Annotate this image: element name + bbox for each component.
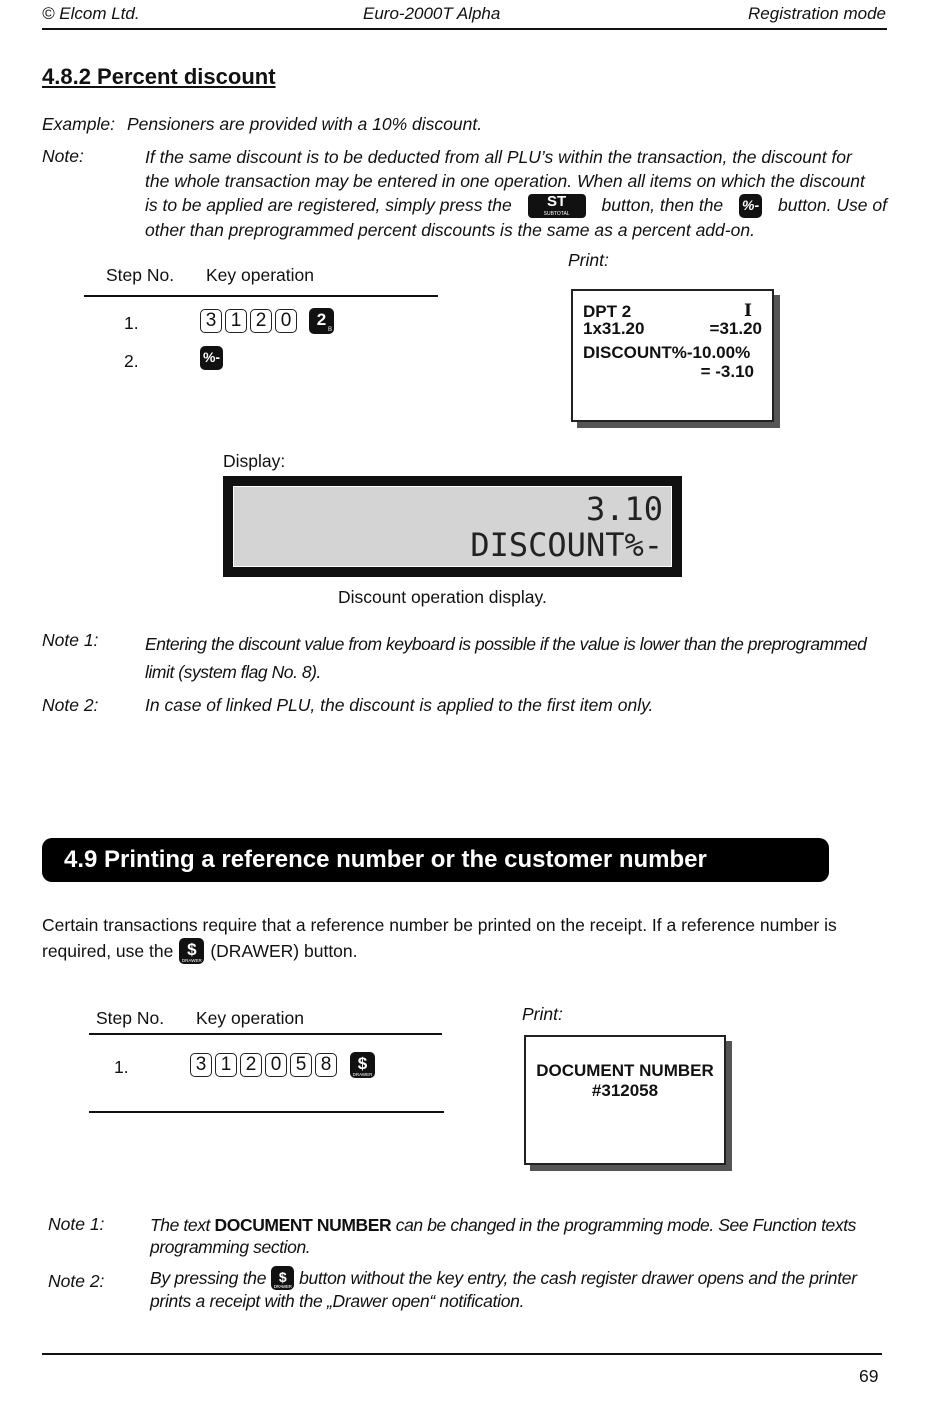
key-sequence xyxy=(190,1052,375,1078)
receipt-document-label: DOCUMENT NUMBER xyxy=(536,1061,714,1080)
step-no-header: Step No. xyxy=(96,1008,165,1028)
print-label: Print: xyxy=(568,250,609,270)
receipt-qty-price: 1x31.20 xyxy=(583,319,645,338)
note-bold-term: DOCUMENT NUMBER xyxy=(214,1215,392,1235)
note-text: can be changed in the programming mode. See Function texts xyxy=(391,1215,857,1235)
key-operation-header: Key operation xyxy=(196,1008,304,1028)
receipt-preview xyxy=(524,1035,726,1165)
display-label: Display: xyxy=(223,451,286,471)
key-sequence xyxy=(200,346,223,370)
note-line: If the same discount is to be deducted from all PLU’s within the transaction, the discount for xyxy=(145,147,852,167)
note-text: By pressing the xyxy=(150,1268,267,1288)
percent-minus-key-icon: %- xyxy=(200,346,223,370)
note-line: the whole transaction may be entered in one operation. When all items on which the discount xyxy=(145,170,865,191)
header-left: © Elcom Ltd. xyxy=(42,4,140,23)
drawer-key-icon xyxy=(350,1052,375,1078)
step-number: 2. xyxy=(124,351,139,371)
section-title: 4.8.2 Percent discount xyxy=(42,64,276,89)
table-rule xyxy=(89,1033,442,1035)
note1-line: programming section. xyxy=(150,1237,311,1257)
receipt-amount: =31.20 xyxy=(709,319,762,338)
receipt-line xyxy=(583,320,762,337)
example-text: Pensioners are provided with a 10% discount. xyxy=(127,114,483,134)
drawer-key-label: $ xyxy=(187,940,197,959)
lcd-display xyxy=(223,476,682,577)
key-digit: 1 xyxy=(215,1053,237,1077)
key-sequence xyxy=(200,308,334,334)
intro-line: Certain transactions require that a reference number be printed on the receipt. If a reference number is xyxy=(42,915,837,935)
step-no-header: Step No. xyxy=(106,265,175,285)
note2-text: In case of linked PLU, the discount is applied to the first item only. xyxy=(145,695,654,715)
display-caption: Discount operation display. xyxy=(338,587,547,607)
lcd-screen xyxy=(233,486,672,567)
receipt-document-number: #312058 xyxy=(591,1081,659,1100)
subtotal-key-sub: SUBTOTAL xyxy=(543,211,570,217)
department-key-label: 2 xyxy=(316,310,327,329)
step-number: 1. xyxy=(124,313,139,333)
key-digit: 8 xyxy=(315,1053,337,1077)
intro-line-key xyxy=(42,938,887,964)
note2-line xyxy=(150,1265,890,1291)
step-number: 1. xyxy=(114,1057,129,1077)
receipt-line xyxy=(583,303,762,320)
key-digit: 5 xyxy=(290,1053,312,1077)
subtotal-key-label: ST xyxy=(547,193,567,210)
note-line-keys xyxy=(145,193,887,219)
receipt-dept: DPT 2 xyxy=(583,302,632,321)
drawer-key-label: $ xyxy=(357,1054,368,1073)
receipt-operator: I xyxy=(744,301,752,321)
header-center: Euro-2000T Alpha xyxy=(363,4,501,23)
lcd-line-text: DISCOUNT%- xyxy=(470,526,663,564)
note2-label: Note 2: xyxy=(48,1271,105,1291)
note1-line xyxy=(150,1214,890,1236)
key-operation-header: Key operation xyxy=(206,265,314,285)
drawer-key-icon xyxy=(271,1266,294,1290)
note1-text xyxy=(145,630,890,686)
note2-label: Note 2: xyxy=(42,695,99,715)
key-digit: 3 xyxy=(200,309,222,333)
note1-text xyxy=(150,1214,890,1258)
note-text: is to be applied are registered, simply press the xyxy=(145,195,512,216)
intro-text: (DRAWER) button. xyxy=(210,941,358,961)
percent-minus-key-icon: %- xyxy=(739,194,762,218)
drawer-key-sub: DRAWER xyxy=(352,1072,373,1077)
key-digit: 2 xyxy=(250,309,272,333)
example-label: Example: xyxy=(42,114,115,134)
receipt-discount-line: DISCOUNT%-10.00% xyxy=(583,343,751,362)
intro-text: required, use the xyxy=(42,941,174,961)
intro-paragraph xyxy=(42,912,887,964)
note1-label: Note 1: xyxy=(42,630,99,650)
header-right: Registration mode xyxy=(748,4,886,23)
note2-line: prints a receipt with the „Drawer open“ notification. xyxy=(150,1291,525,1311)
drawer-key-label: $ xyxy=(278,1269,287,1285)
note-label: Note: xyxy=(42,146,84,166)
key-digit: 0 xyxy=(275,309,297,333)
table-rule xyxy=(84,295,438,297)
lcd-line-amount: 3.10 xyxy=(585,490,663,528)
note-paragraph xyxy=(145,146,887,243)
page-number: 69 xyxy=(859,1366,879,1386)
note-line: other than preprogrammed percent discounts is the same as a percent add-on. xyxy=(145,220,755,240)
receipt-discount-amount: = -3.10 xyxy=(700,362,754,381)
subtotal-key-icon xyxy=(528,194,586,218)
note-text: button, then the xyxy=(601,195,724,216)
department-key-sub: B xyxy=(327,327,332,333)
section-banner: 4.9 Printing a reference number or the customer number xyxy=(42,838,829,882)
key-digit: 2 xyxy=(240,1053,262,1077)
note1-label: Note 1: xyxy=(48,1214,105,1234)
footer-rule xyxy=(42,1353,882,1355)
note-text: button without the key entry, the cash register drawer opens and the printer xyxy=(299,1268,857,1288)
drawer-key-sub: DRAWER xyxy=(181,958,202,963)
note1-line: limit (system flag No. 8). xyxy=(145,662,321,682)
note-text: button. Use of xyxy=(777,195,887,216)
note-text: The text xyxy=(150,1215,211,1235)
drawer-key-sub: DRAWER xyxy=(273,1284,292,1289)
table-rule xyxy=(89,1111,444,1113)
note2-text xyxy=(150,1265,890,1311)
department-key-icon xyxy=(309,308,334,334)
drawer-key-icon xyxy=(179,938,204,964)
header-rule xyxy=(42,28,887,30)
receipt-preview xyxy=(571,289,774,422)
key-digit: 3 xyxy=(190,1053,212,1077)
note1-line: Entering the discount value from keyboard is possible if the value is lower than the preprogrammed xyxy=(145,634,867,654)
key-digit: 1 xyxy=(225,309,247,333)
print-label: Print: xyxy=(522,1004,563,1024)
key-digit: 0 xyxy=(265,1053,287,1077)
